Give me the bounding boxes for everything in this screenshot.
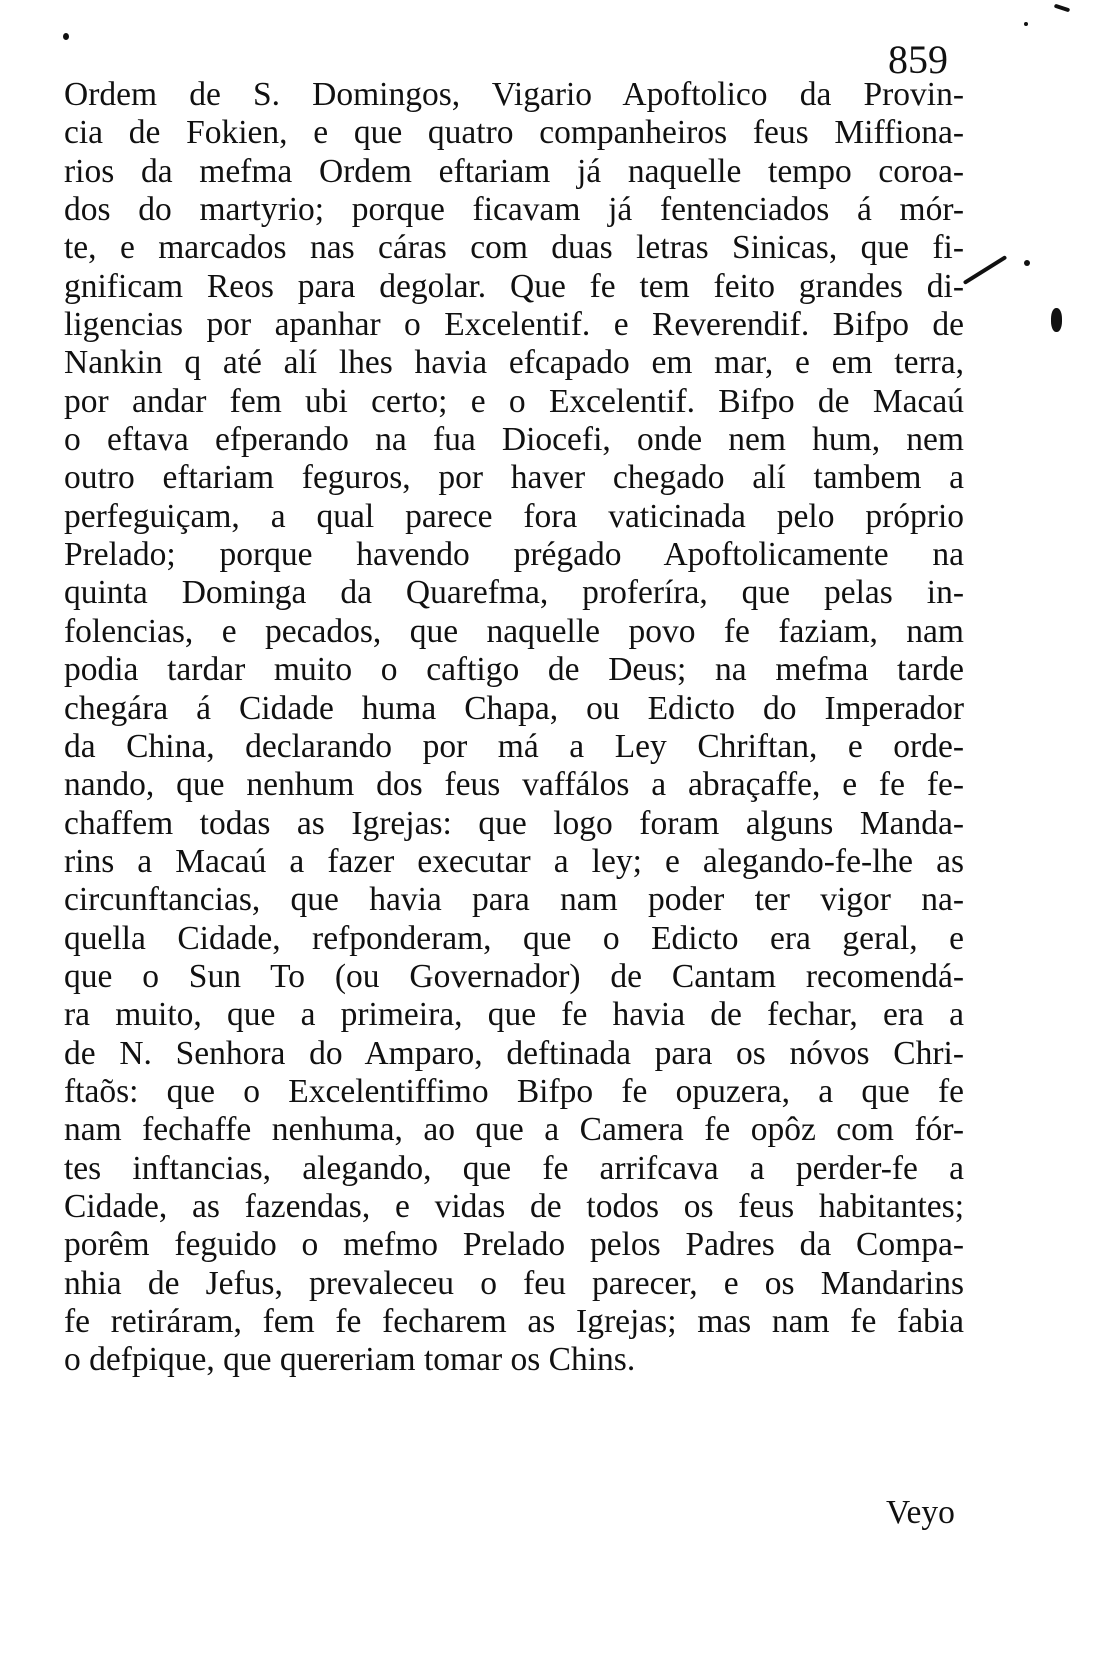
page-number: 859: [888, 37, 948, 82]
ink-speck: [63, 33, 69, 40]
text-line: por andar fem ubi certo; e o Excelentif. Bifpo de Macaú: [64, 382, 964, 420]
ink-speck: [1054, 4, 1070, 13]
text-line: quinta Dominga da Quarefma, proferíra, que pelas in-: [64, 574, 964, 612]
text-line: Prelado; porque havendo prégado Apoftolicamente na: [64, 536, 964, 574]
text-line: chaffem todas as Igrejas: que logo foram alguns Manda-: [64, 804, 964, 842]
text-line: que o Sun To (ou Governador) de Cantam recomendá-: [64, 957, 964, 995]
text-line: cia de Fokien, e que quatro companheiros feus Miffiona-: [64, 114, 964, 152]
text-line: tes inftancias, alegando, que fe arrifcava a perder-fe a: [64, 1149, 964, 1187]
text-line: Ordem de S. Domingos, Vigario Apoftolico da Provin-: [64, 76, 964, 113]
ink-speck: [1051, 308, 1062, 332]
text-line: ra muito, que a primeira, que fe havia de fechar, era a: [64, 996, 964, 1034]
text-line: de N. Senhora do Amparo, deftinada para os nóvos Chri-: [64, 1034, 964, 1072]
text-line: dos do martyrio; porque ficavam já fentenciados á mór-: [64, 191, 964, 229]
text-line: folencias, e pecados, que naquelle povo fe faziam, nam: [64, 612, 964, 650]
text-line: Nankin q até alí lhes havia efcapado em mar, e em terra,: [64, 344, 964, 382]
text-line: circunftancias, que havia para nam poder ter vigor na-: [64, 881, 964, 919]
text-line: o eftava efperando na fua Diocefi, onde nem hum, nem: [64, 421, 964, 459]
text-line: fe retiráram, fem fe fecharem as Igrejas; mas nam fe fabia: [64, 1303, 964, 1340]
text-line: perfeguiçam, a qual parece fora vaticinada pelo próprio: [64, 497, 964, 535]
text-line: o defpique, que quereriam tomar os Chins.: [64, 1341, 636, 1379]
text-line: podia tardar muito o caftigo de Deus; na mefma tarde: [64, 651, 964, 689]
text-line: Cidade, as fazendas, e vidas de todos os feus habitantes;: [64, 1187, 964, 1225]
catchword: Veyo: [886, 1494, 955, 1531]
text-line: gnificam Reos para degolar. Que fe tem feito grandes di-: [64, 267, 964, 305]
ink-speck: [963, 255, 1008, 285]
text-line: rios da mefma Ordem eftariam já naquelle tempo coroa-: [64, 152, 964, 190]
text-line: outro eftariam feguros, por haver chegado alí tambem a: [64, 459, 964, 497]
text-line: chegára á Cidade huma Chapa, ou Edicto do Imperador: [64, 689, 964, 727]
text-line: da China, declarando por má a Ley Chriftan, e orde-: [64, 727, 964, 765]
text-line: ftaõs: que o Excelentiffimo Bifpo fe opuzera, a que fe: [64, 1072, 964, 1110]
ink-speck: [1024, 260, 1030, 266]
text-line: nhia de Jefus, prevaleceu o feu parecer, e os Mandarins: [64, 1264, 964, 1302]
ink-speck: [1024, 22, 1028, 26]
text-line: ligencias por apanhar o Excelentif. e Reverendif. Bifpo de: [64, 306, 964, 344]
text-line: te, e marcados nas cáras com duas letras Sinicas, que fi-: [64, 229, 964, 267]
text-line: nando, que nenhum dos feus vaffálos a abraçaffe, e fe fe-: [64, 766, 964, 804]
text-line: quella Cidade, refponderam, que o Edicto era geral, e: [64, 919, 964, 957]
text-line: porêm feguido o mefmo Prelado pelos Padres da Compa-: [64, 1226, 964, 1264]
text-line: rins a Macaú a fazer executar a ley; e alegando-fe-lhe as: [64, 842, 964, 880]
body-text: [64, 76, 964, 1380]
text-line: nam fechaffe nenhuma, ao que a Camera fe opôz com fór-: [64, 1111, 964, 1149]
